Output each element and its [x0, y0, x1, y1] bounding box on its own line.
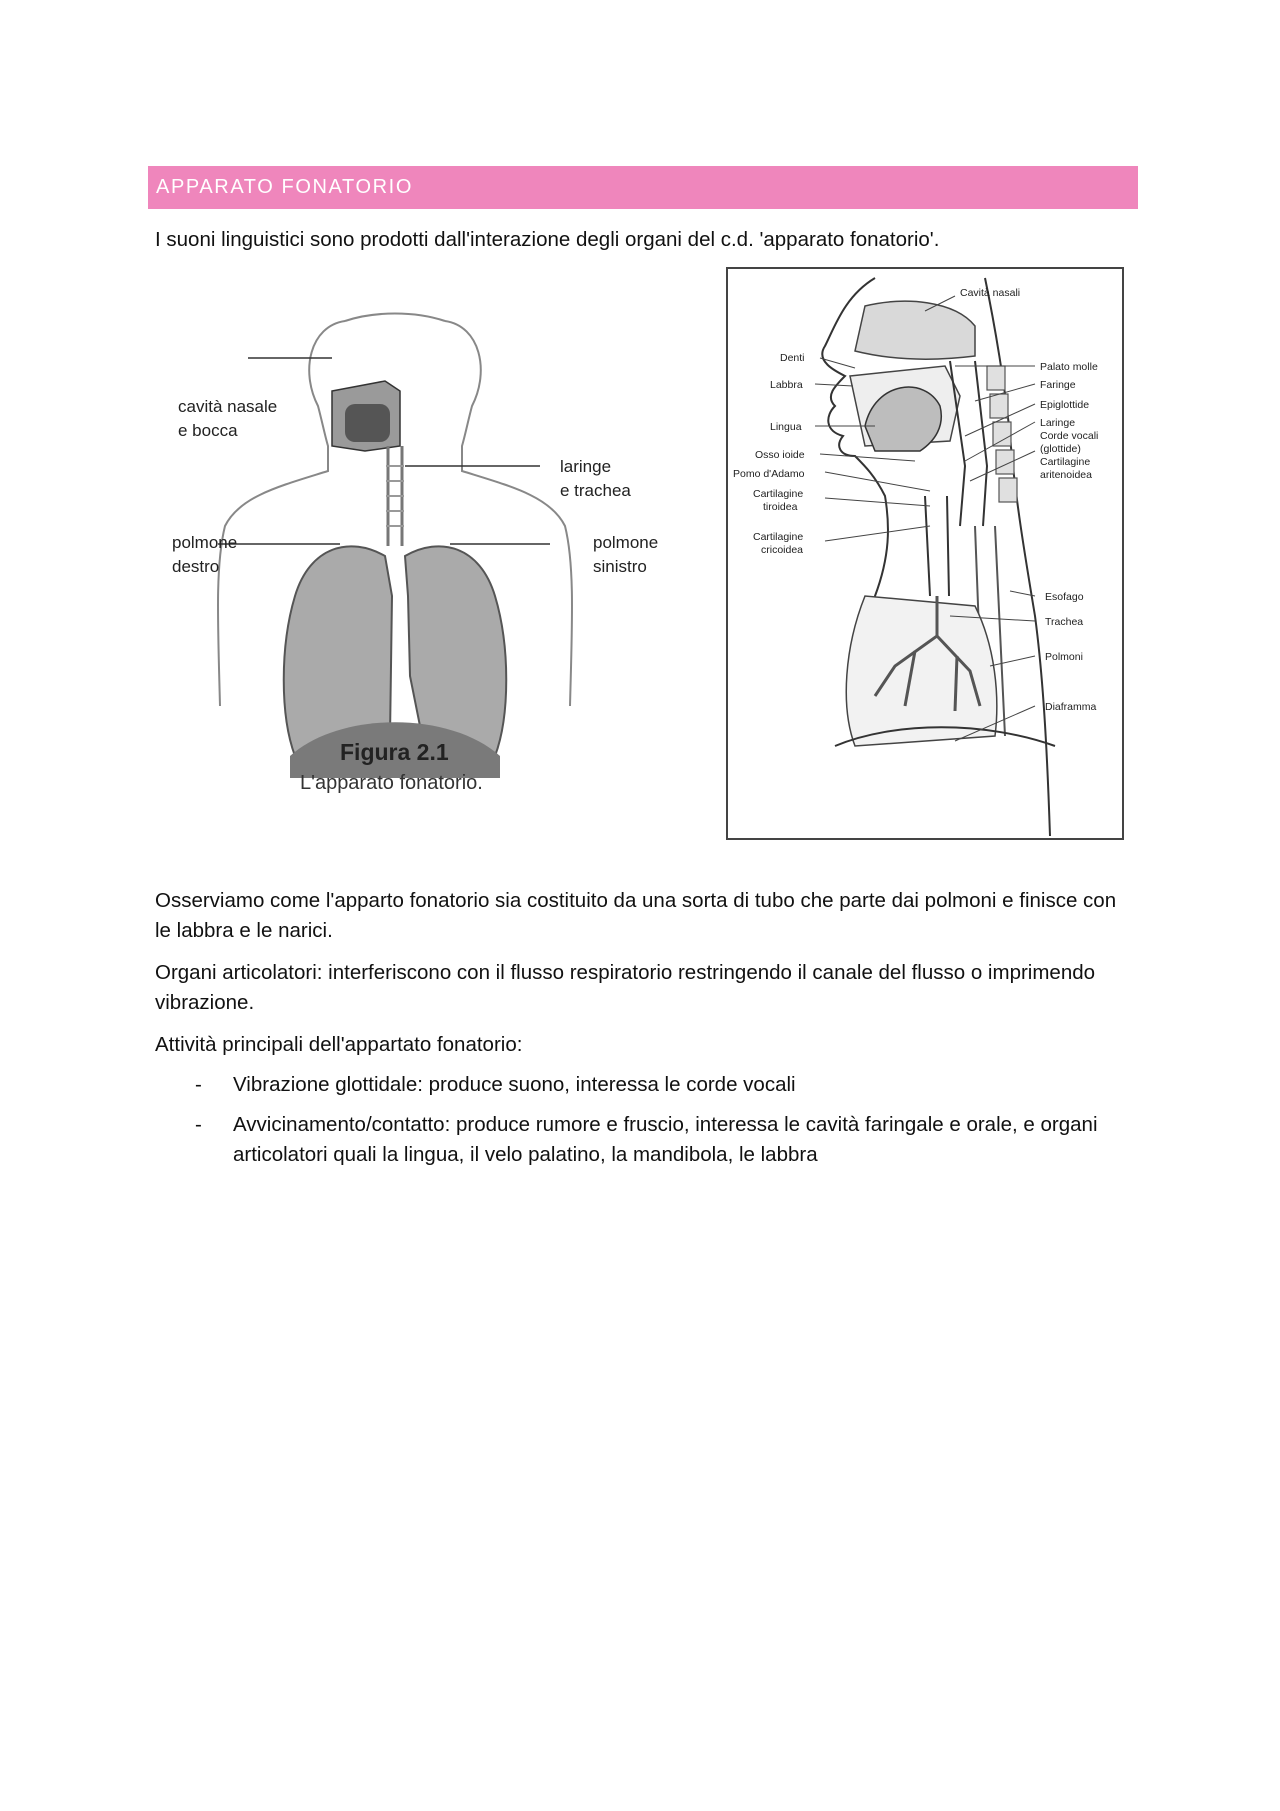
intro-paragraph: I suoni linguistici sono prodotti dall'interazione degli organi del c.d. 'apparato fonatorio'.	[155, 228, 940, 251]
bullet-marker: -	[195, 1073, 202, 1096]
label-right-lung-1: polmone	[172, 533, 238, 552]
label-trachea: Trachea	[1045, 616, 1084, 628]
label-nasal-1: cavità nasale	[178, 397, 278, 416]
label-right-lung-2: destro	[172, 557, 220, 576]
label-larynx-2: e trachea	[560, 481, 631, 500]
label-epiglottide: Epiglottide	[1040, 399, 1090, 411]
label-cricoidea-1: Cartilagine	[753, 531, 804, 543]
figure-vocal-tract-section	[725, 266, 1125, 841]
paragraph-2: Organi articolatori: interferiscono con il flusso respiratorio restringendo il canale del flusso o imprimendo vibrazione.	[155, 961, 1096, 1014]
mouth-shape	[345, 404, 390, 442]
label-labbra: Labbra	[770, 379, 803, 391]
label-corde-1: Corde vocali	[1040, 430, 1099, 442]
label-denti: Denti	[780, 352, 805, 364]
figure-caption-title: Figura 2.1	[340, 739, 449, 765]
label-aritenoidea-2: aritenoidea	[1040, 469, 1092, 481]
label-diaframma: Diaframma	[1045, 701, 1097, 713]
section-heading: APPARATO FONATORIO	[148, 166, 1138, 209]
label-faringe: Faringe	[1040, 379, 1076, 391]
label-aritenoidea-1: Cartilagine	[1040, 456, 1091, 468]
figure-caption-text: L'apparato fonatorio.	[300, 772, 483, 794]
label-osso-ioide: Osso ioide	[755, 449, 805, 461]
label-esofago: Esofago	[1045, 591, 1084, 603]
label-tiroidea-1: Cartilagine	[753, 488, 804, 500]
paragraph-1: Osserviamo come l'apparto fonatorio sia costituito da una sorta di tubo che parte dai polmoni e finisce con le labbra e le narici.	[155, 889, 1117, 942]
bullet-marker: -	[195, 1113, 202, 1136]
lungs	[846, 596, 997, 746]
label-cricoidea-2: cricoidea	[761, 544, 804, 556]
label-left-lung-1: polmone	[593, 533, 659, 552]
label-tiroidea-2: tiroidea	[763, 501, 798, 513]
figure-respiratory-system	[160, 296, 680, 816]
label-palato: Palato molle	[1040, 361, 1098, 373]
label-larynx-1: laringe	[560, 457, 612, 476]
label-polmoni: Polmoni	[1045, 651, 1083, 663]
paragraph-3: Attività principali dell'appartato fonatorio:	[155, 1033, 523, 1056]
label-left-lung-2: sinistro	[593, 557, 647, 576]
bullet-item: Vibrazione glottidale: produce suono, interessa le corde vocali	[233, 1073, 796, 1096]
label-laringe: Laringe	[1040, 417, 1076, 429]
label-pomo: Pomo d'Adamo	[733, 468, 805, 480]
bullet-item: Avvicinamento/contatto: produce rumore e fruscio, interessa le cavità faringale e orale, e organi articolatori quali la lingua, il velo palatino, la mandibola, le labbra	[233, 1113, 1098, 1166]
label-lingua: Lingua	[770, 421, 802, 433]
label-nasal-2: e bocca	[178, 421, 238, 440]
label-cavita-nasali: Cavità nasali	[960, 287, 1021, 299]
body-outline	[218, 314, 572, 707]
label-corde-2: (glottide)	[1040, 443, 1081, 455]
